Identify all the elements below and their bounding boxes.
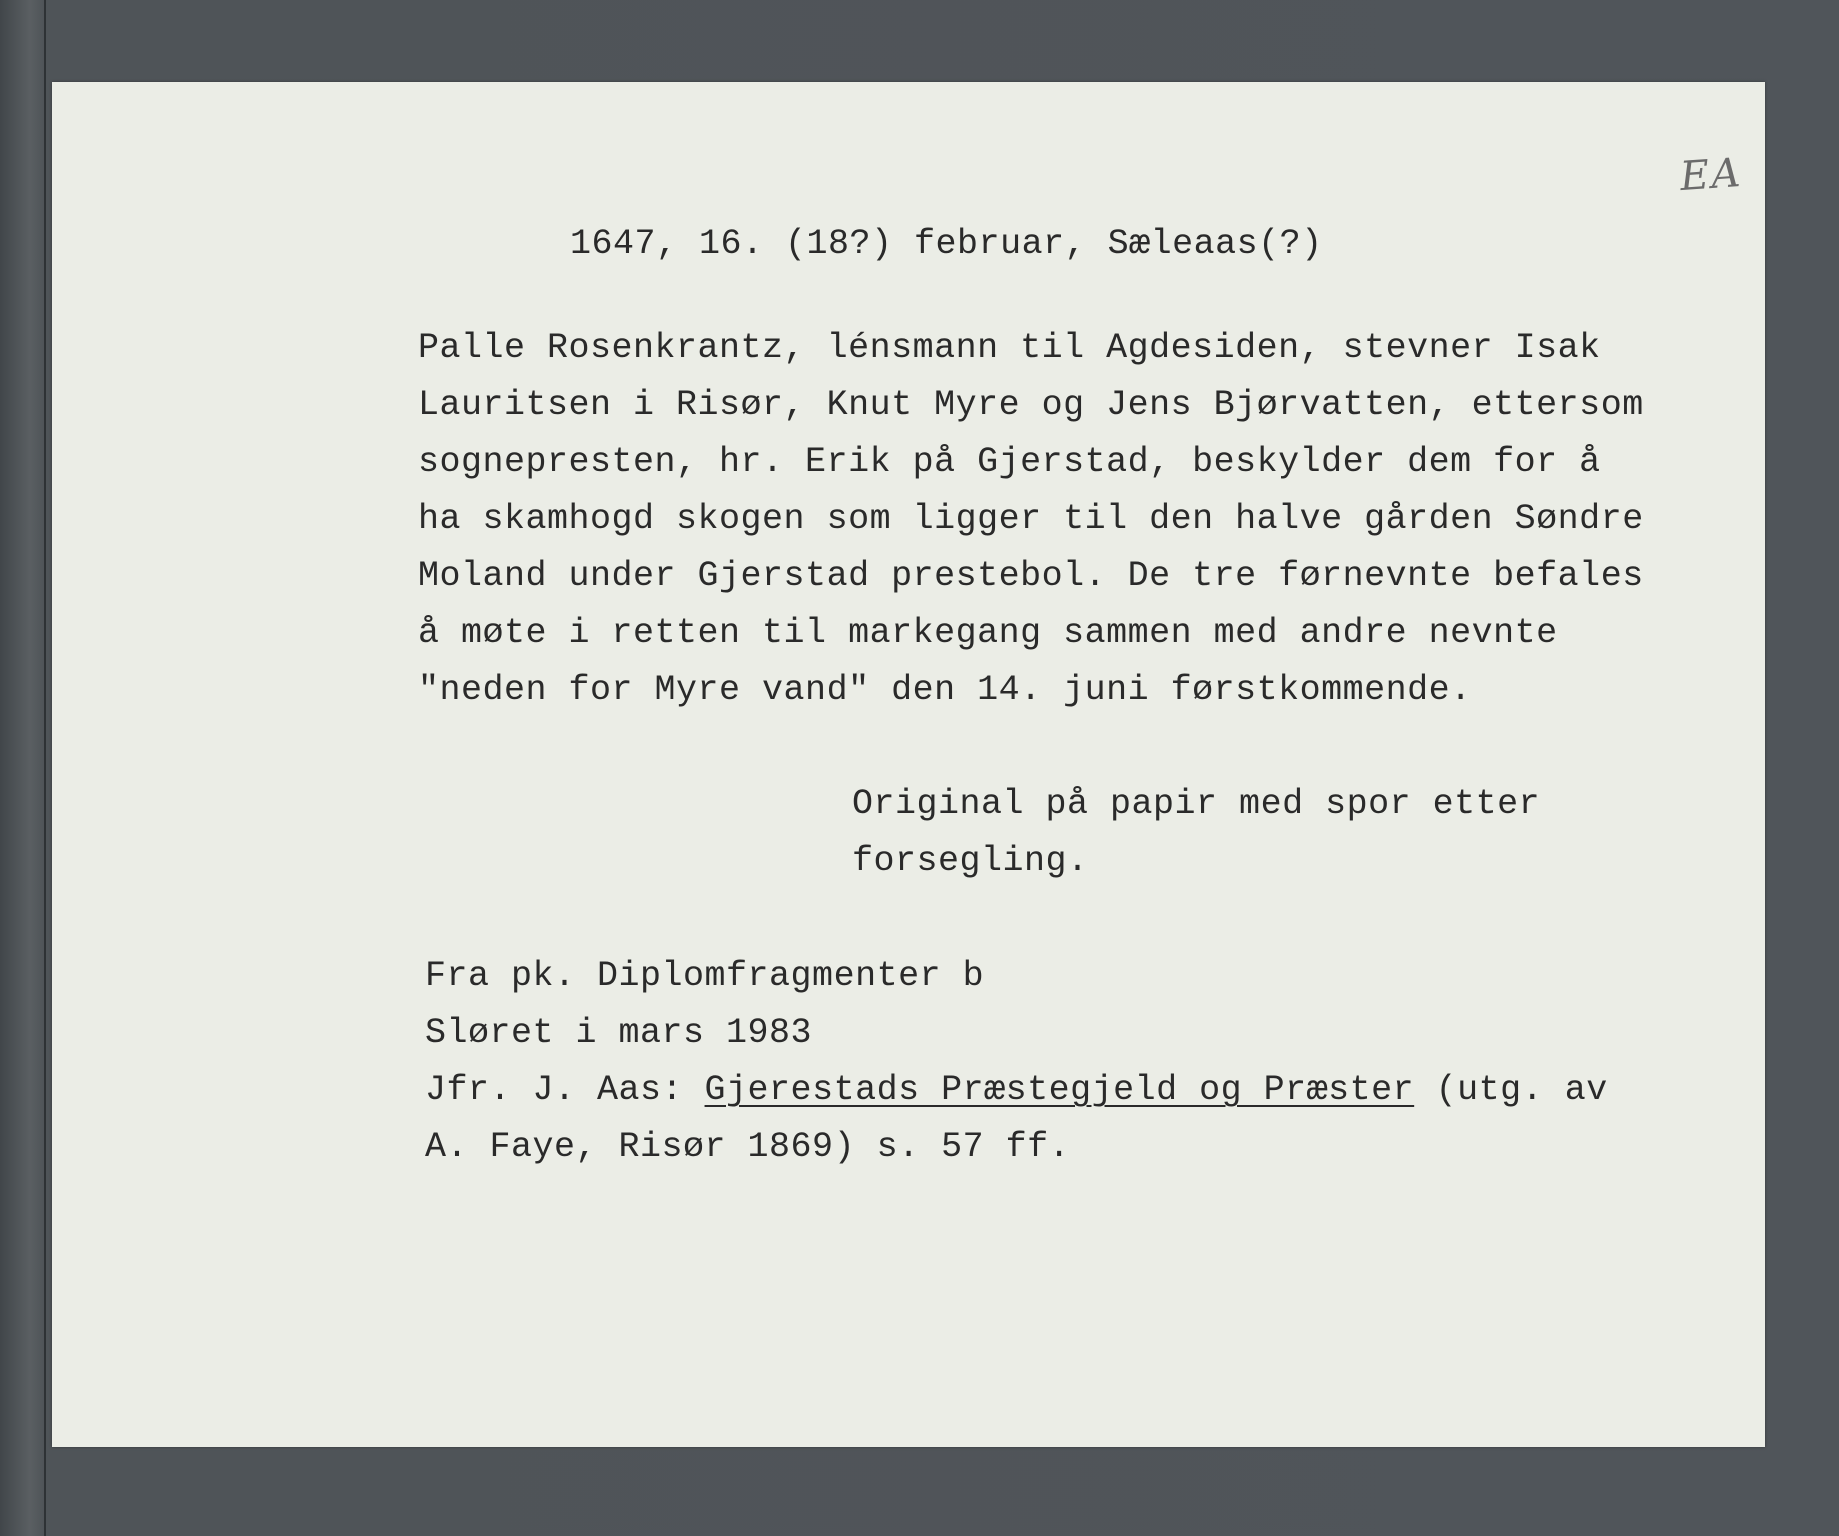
corner-initials: EA <box>1678 149 1744 201</box>
summary-line: Lauritsen i Risør, Knut Myre og Jens Bjørvatten, ettersom <box>418 385 1644 425</box>
summary-line: sognepresten, hr. Erik på Gjerstad, beskylder dem for å <box>418 442 1601 482</box>
original-note-line: Original på papir med spor etter <box>852 784 1541 824</box>
summary-line: Palle Rosenkrantz, lénsmann til Agdesiden, stevner Isak <box>418 328 1601 368</box>
summary-line: å møte i retten til markegang sammen med andre nevnte <box>418 613 1558 653</box>
document-heading: 1647, 16. (18?) februar, Sæleaas(?) <box>570 224 1323 264</box>
unveiled-date: Sløret i mars 1983 <box>425 1013 813 1053</box>
original-note-line: forsegling. <box>852 841 1089 881</box>
summary-line: ha skamhogd skogen som ligger til den halve gården Søndre <box>418 499 1644 539</box>
binding-edge <box>44 0 46 1536</box>
archive-card <box>52 82 1765 1447</box>
summary-line: "neden for Myre vand" den 14. juni førstkommende. <box>418 670 1472 710</box>
literature-suffix: (utg. av <box>1414 1070 1608 1110</box>
literature-title: Gjerestads Præstegjeld og Præster <box>704 1070 1415 1110</box>
source-reference: Fra pk. Diplomfragmenter b <box>425 956 985 996</box>
summary-line: Moland under Gjerstad prestebol. De tre førnevnte befales <box>418 556 1644 596</box>
literature-reference <box>425 1062 1608 1118</box>
literature-prefix: Jfr. J. Aas: <box>425 1070 705 1110</box>
literature-reference-continued: A. Faye, Risør 1869) s. 57 ff. <box>425 1127 1071 1167</box>
